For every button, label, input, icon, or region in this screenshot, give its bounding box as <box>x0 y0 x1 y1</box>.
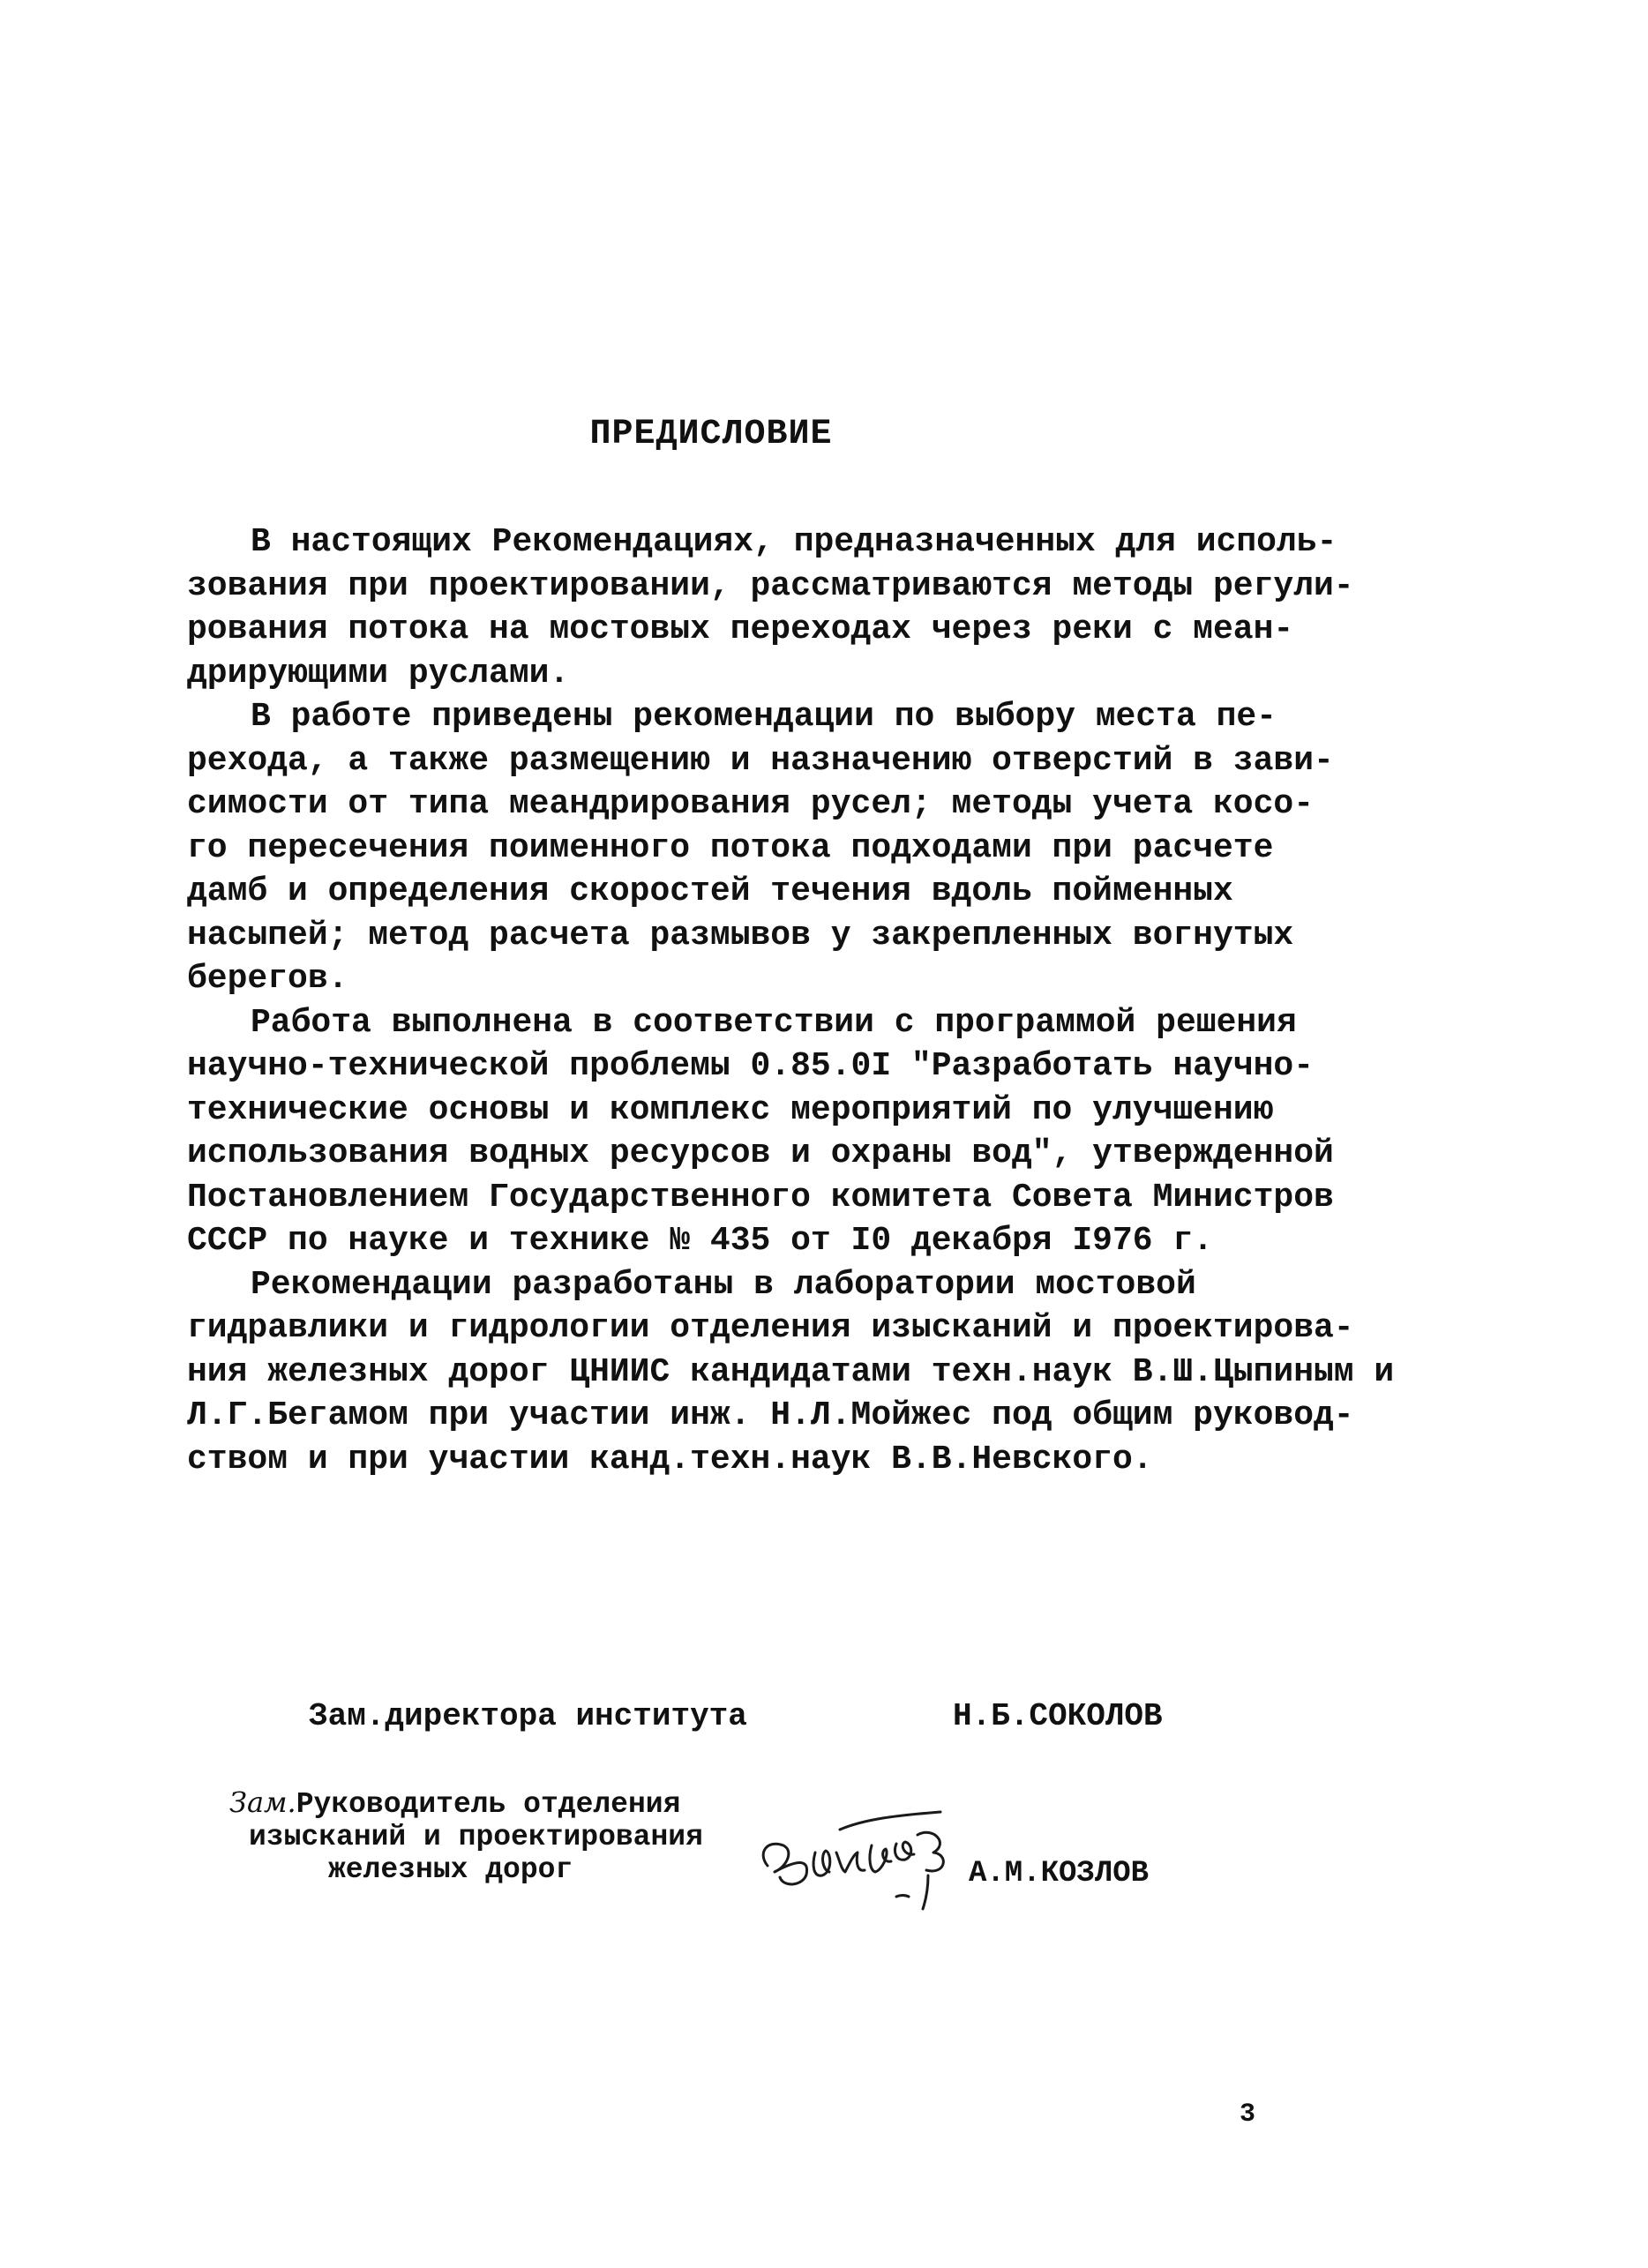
body-line: гидравлики и гидрологии отделения изысканий и проектирова- <box>187 1309 1354 1347</box>
body-line: дрирующими руслами. <box>187 654 570 692</box>
body-line: зования при проектировании, рассматриваются методы регули- <box>187 566 1354 605</box>
signer-2-position-line2: изысканий и проектирования <box>249 1821 703 1853</box>
body-line: дамб и определения скоростей течения вдоль пойменных <box>187 872 1233 910</box>
signer-2-position-block <box>229 1786 703 1886</box>
signer-2-name: А.М.КОЗЛОВ <box>969 1857 1150 1890</box>
body-line: Рекомендации разработаны в лаборатории мостовой <box>251 1265 1196 1304</box>
body-line: В настоящих Рекомендациях, предназначенных для исполь- <box>251 523 1337 561</box>
signer-1-position: Зам.директора института <box>309 1698 747 1734</box>
signer-1-name: Н.Б.СОКОЛОВ <box>953 1698 1163 1734</box>
body-line: симости от типа меандрирования русел; методы учета косо- <box>187 785 1315 823</box>
handwritten-signature <box>741 1791 970 1914</box>
page-number: 3 <box>1240 2100 1256 2130</box>
body-line: ния железных дорог ЦНИИС кандидатами техн.наук В.Ш.Цыпиным и <box>187 1352 1395 1391</box>
body-line: СССР по науке и технике № 435 от I0 декабря I976 г. <box>187 1222 1213 1260</box>
body-line: ством и при участии канд.техн.наук В.В.Невского. <box>187 1440 1153 1478</box>
body-line: использования водных ресурсов и охраны вод", утвержденной <box>187 1134 1334 1172</box>
body-line: В работе приведены рекомендации по выбору места пе- <box>251 698 1277 736</box>
handwritten-zam-prefix: Зам. <box>229 1785 296 1819</box>
body-line: берегов. <box>187 960 348 998</box>
body-line: насыпей; метод расчета размывов у закрепленных вогнутых <box>187 916 1294 954</box>
signer-2-position-line1: Руководитель отделения <box>296 1788 681 1821</box>
preface-body <box>187 520 1395 1481</box>
body-line: Л.Г.Бегамом при участии инж. Н.Л.Мойжес под общим руковод- <box>187 1396 1354 1434</box>
body-line: Работа выполнена в соответствии с программой решения <box>251 1003 1297 1042</box>
body-line: рехода, а также размещению и назначению отверстий в зави- <box>187 741 1334 780</box>
body-line: технические основы и комплекс мероприятий по улучшению <box>187 1090 1274 1129</box>
body-line: рования потока на мостовых переходах через реки с меан- <box>187 610 1294 648</box>
body-line: го пересечения поименного потока подходами при расчете <box>187 828 1274 867</box>
body-line: Постановлением Государственного комитета Совета Министров <box>187 1178 1334 1216</box>
signer-2-position-line3: железных дорог <box>328 1853 573 1886</box>
document-title: ПРЕДИСЛОВИЕ <box>589 415 833 454</box>
body-line: научно-технической проблемы 0.85.0I "Разработать научно- <box>187 1047 1315 1085</box>
